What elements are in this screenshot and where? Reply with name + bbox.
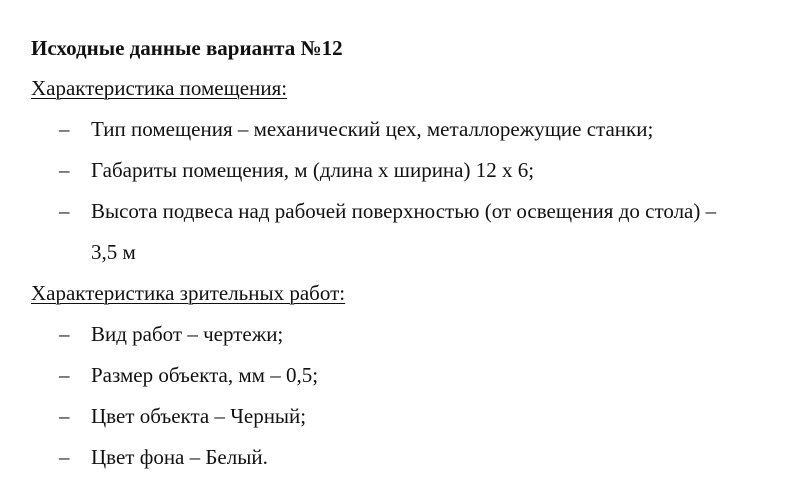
visual-item-object-size: Размер объекта, мм – 0,5; xyxy=(91,363,319,387)
visual-item-object-color: Цвет объекта – Черный; xyxy=(91,404,307,428)
visual-item-background-color: Цвет фона – Белый. xyxy=(91,445,268,469)
bullet-dash: – xyxy=(59,445,70,469)
room-section-header: Характеристика помещения: xyxy=(31,76,288,100)
room-item-type: Тип помещения – механический цех, металлорежущие станки; xyxy=(91,117,654,141)
document-title: Исходные данные варианта №12 xyxy=(31,36,343,60)
room-item-dimensions: Габариты помещения, м (длина х ширина) 12 х 6; xyxy=(91,158,535,182)
bullet-dash: – xyxy=(59,158,70,182)
bullet-dash: – xyxy=(59,322,70,346)
room-item-height: Высота подвеса над рабочей поверхностью (от освещения до стола) – xyxy=(91,199,717,223)
bullet-dash: – xyxy=(59,117,70,141)
room-item-height-continuation: 3,5 м xyxy=(91,240,136,264)
bullet-dash: – xyxy=(59,199,70,223)
bullet-dash: – xyxy=(59,404,70,428)
visual-item-work-type: Вид работ – чертежи; xyxy=(91,322,284,346)
visual-work-section-header: Характеристика зрительных работ: xyxy=(31,281,346,305)
bullet-dash: – xyxy=(59,363,70,387)
